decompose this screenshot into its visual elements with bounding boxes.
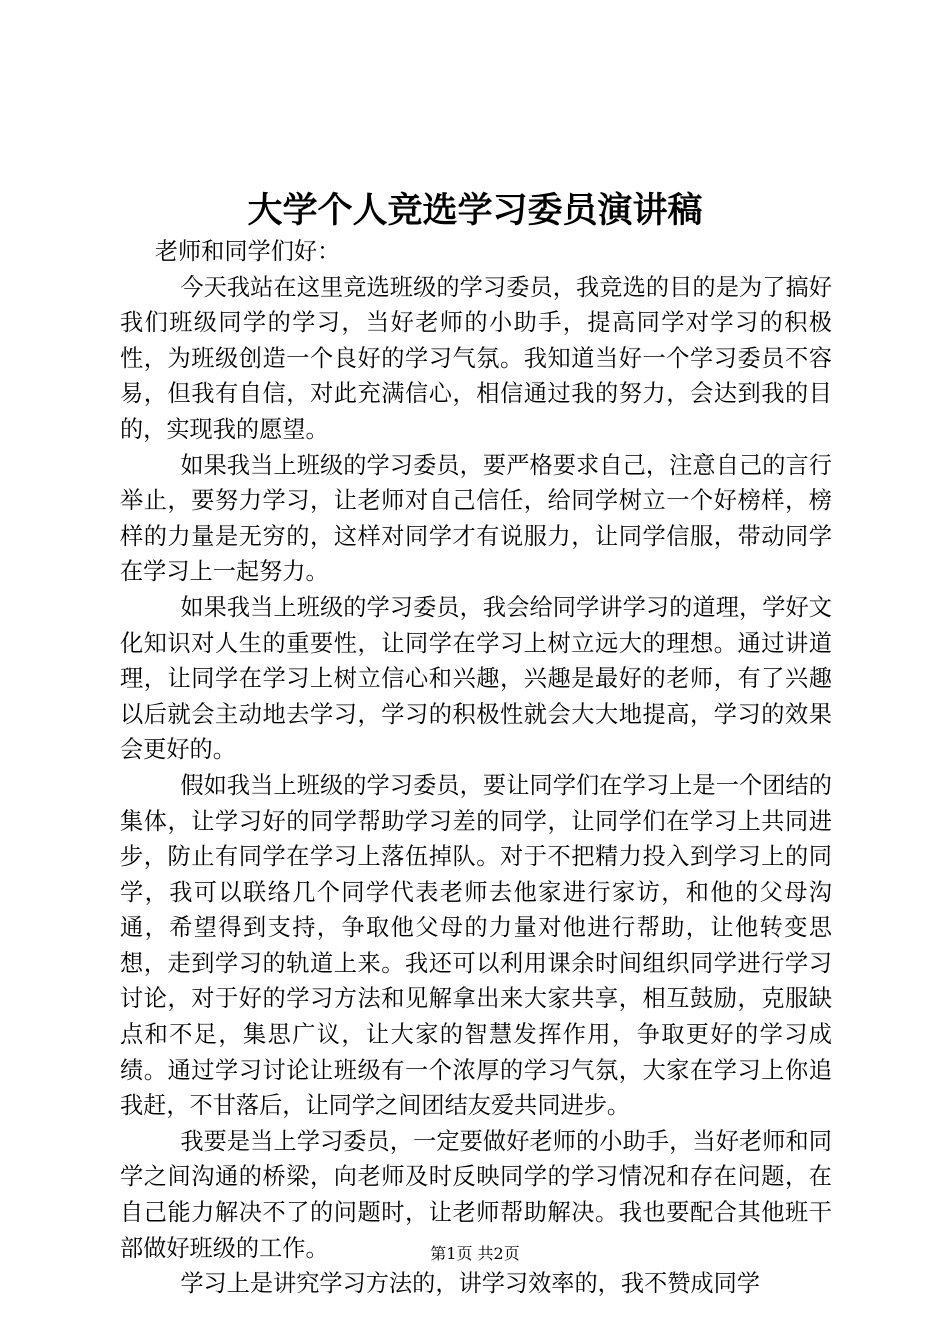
body-paragraph-6: 学习上是讲究学习方法的，讲学习效率的，我不赞成同学 xyxy=(180,1270,760,1298)
document-title: 大学个人竞选学习委员演讲稿 xyxy=(247,190,703,231)
page-footer: 第1页 共2页 xyxy=(430,1244,520,1263)
body-paragraph-2: 如果我当上班级的学习委员，要严格要求自己，注意自己的言行举止，要努力学习，让老师对自己信任，给同学树立一个好榜样，榜样的力量是无穷的，这样对同学才有说服力，让同学信服，带动同学在学习上一起努力。 xyxy=(120,451,832,586)
body-paragraph-3: 如果我当上班级的学习委员，我会给同学讲学习的道理，学好文化知识对人生的重要性，让同学在学习上树立远大的理想。通过讲道理，让同学在学习上树立信心和兴趣，兴趣是最好的老师，有了兴趣以后就会主动地去学习，学习的积极性就会大大地提高，学习的效果会更好的。 xyxy=(120,593,832,764)
body-paragraph-1: 今天我站在这里竞选班级的学习委员，我竞选的目的是为了搞好我们班级同学的学习，当好老师的小助手，提高同学对学习的积极性，为班级创造一个良好的学习气氛。我知道当好一个学习委员不容易，但我有自信，对此充满信心，相信通过我的努力，会达到我的目的，实现我的愿望。 xyxy=(120,273,832,443)
document-body xyxy=(120,234,832,1302)
greeting-paragraph: 老师和同学们好： xyxy=(154,238,341,265)
body-paragraph-4: 假如我当上班级的学习委员，要让同学们在学习上是一个团结的集体，让学习好的同学帮助学习差的同学，让同学们在学习上共同进步，防止有同学在学习上落伍掉队。对于不把精力投入到学习上的同学，我可以联络几个同学代表老师去他家进行家访，和他的父母沟通，希望得到支持，争取他父母的力量对他进行帮助，让他转变思想，走到学习的轨道上来。我还可以利用课余时间组织同学进行学习讨论，对于好的学习方法和见解拿出来大家共享，相互鼓励，克服缺点和不足，集思广议，让大家的智慧发挥作用，争取更好的学习成绩。通过学习讨论让班级有一个浓厚的学习气氛，大家在学习上你追我赶，不甘落后，让同学之间团结友爱共同进步。 xyxy=(120,771,832,1120)
body-paragraph-5: 我要是当上学习委员，一定要做好老师的小助手，当好老师和同学之间沟通的桥梁，向老师及时反映同学的学习情况和存在问题，在自己能力解决不了的问题时，让老师帮助解决。我也要配合其他班干部做好班级的工作。 xyxy=(120,1127,832,1262)
